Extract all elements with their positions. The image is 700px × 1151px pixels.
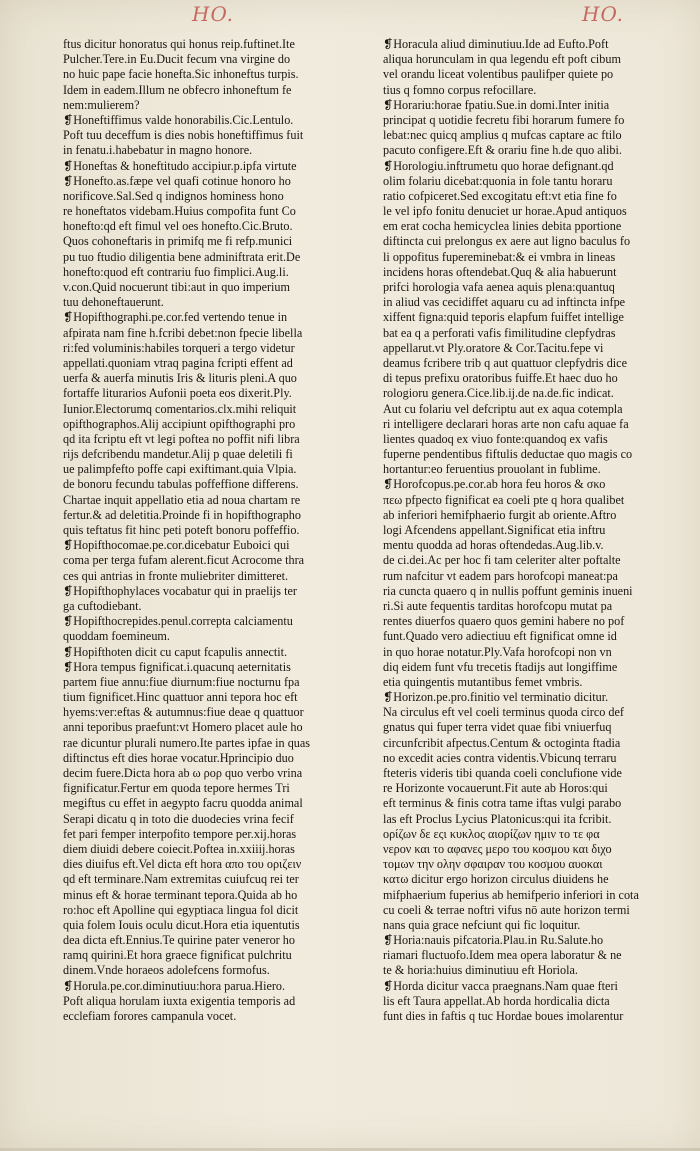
text-line: Iunior.Electorumq comentarios.clx.mihi reliquit — [63, 401, 297, 416]
text-line: πεω pfpecto fignificat ea coeli pte q hora qualibet — [383, 492, 625, 507]
text-line: ri intelligere declarari horas arte non cafu aquae fa — [383, 416, 629, 431]
text-line: ❡Horda dicitur vacca praegnans.Nam quae fteri — [383, 978, 618, 993]
text-line: diq eidem funt vfu trecetis ftadijs aut longiffime — [383, 659, 618, 674]
text-line: megiftus cu effet in aegypto facru quodda animal — [63, 796, 303, 811]
text-line: olim folariu dicebat:quonia in fole tantu horaru — [383, 173, 613, 188]
text-line: honefto:qd eft fimul vel oes honefto.Cic.Bruto. — [63, 219, 293, 234]
text-line: dea dicta eft.Ennius.Te quirine pater veneror ho — [63, 933, 295, 948]
text-line: circunfcribit afpectus.Centum & octoginta ftadia — [383, 735, 621, 750]
text-line: Serapi dicatu q in toto die duodecies vrina fecif — [63, 811, 294, 826]
text-line: anni teporibus praefunt:vt Homero placet aule ho — [63, 720, 303, 735]
text-line: tuu dehoneftauerunt. — [63, 295, 164, 310]
text-line: in aliud vas cecidiffet aquaru cu ad inftincta infpe — [383, 295, 626, 310]
text-line: ❡Hopifthophylaces vocabatur qui in praelijs ter — [63, 583, 297, 598]
text-line: re Horizonte vocauerunt.Fit aute ab Horos:qui — [383, 781, 608, 796]
text-line: ❡Horula.pe.cor.diminutiuu:hora parua.Hiero. — [63, 978, 286, 993]
text-line: ❡Horizon.pe.pro.finitio vel terminatio dicitur. — [383, 690, 609, 705]
text-line: eft terminus & finis cotra tame iftas vulgi parabo — [383, 796, 622, 811]
text-line: bat ea q a perforati vafis fimilitudine clepfydras — [383, 325, 616, 340]
text-line: in fenatu.i.habebatur in magno honore. — [63, 143, 253, 158]
text-line: li oppofitus fupereminebat:& ei vmbra in lineas — [383, 249, 616, 264]
text-line: ❡Honefto.as.fæpe vel quafi cotinue honoro ho — [63, 173, 291, 188]
text-line: hyems:ver:eftas & autumnus:fiue deae q quattuor — [63, 705, 304, 720]
text-line: fet pari femper interpofito tempore per.xij.horas — [63, 826, 297, 841]
text-line: gnatus qui fuper terra videt quae fibi vniuerfuq — [383, 720, 612, 735]
text-line: rologioru genera.Cice.lib.ij.de na.de.fic indicat. — [383, 386, 614, 401]
text-line: etia quingentis mutantibus femet vmbris. — [383, 674, 583, 689]
text-line: ορίζων δε εςι κυκλος αιορίζων ημιν το τε φα — [383, 826, 600, 841]
text-line: ❡Hopifthocrepides.penul.correpta calciamentu — [63, 614, 293, 629]
text-line: ❡Honeftiffimus valde honorabilis.Cic.Lentulo. — [63, 112, 294, 127]
text-line: quoddam foemineum. — [63, 629, 170, 644]
text-line: pacuto configere.Eft & orariu fine h.de quo alibi. — [383, 143, 622, 158]
text-line: pu tuo ftudio diligentia bene adminiftrata erit.De — [63, 249, 301, 264]
text-line: νερον και το αφανες μερο του κοσμου και διχο — [383, 841, 612, 856]
text-line: lebat:nec quicq amplius q mufcas captare ac ftilo — [383, 128, 622, 143]
text-line: norificove.Sal.Sed q indignos hominess hono — [63, 188, 284, 203]
text-line: qd eft terminare.Nam extremitas cuiufcuq rei ter — [63, 872, 299, 887]
text-line: honefto:quod eft contrariu fuo fimplici.Aug.li. — [63, 264, 289, 279]
text-line: ❡Hopifthographi.pe.cor.fed vertendo tenue in — [63, 310, 288, 325]
text-line: minus eft & horae terminant tepora.Quida ab ho — [63, 887, 298, 902]
text-line: ro:hoc eft Apolline qui egyptiaca lingua fol dicit — [63, 902, 299, 917]
text-line: partem fiue annu:fiue diurnum:fiue nocturnu fpa — [63, 674, 300, 689]
text-line: ri:fed voluminis:habiles torqueri a tergo videtur — [63, 340, 295, 355]
text-line: ria cuncta quaero q in nullis poffunt geminis inueni — [383, 583, 633, 598]
text-line: incidens horas oftendebat.Quq & alia habuerunt — [383, 264, 617, 279]
text-line: ❡Horofcopus.pe.cor.ab hora feu horos & σκο — [383, 477, 606, 492]
text-line: τομων την ολην σφαιραν του κοσμου αυοκαι — [383, 857, 603, 872]
text-line: Idem in eadem.Illum ne obfecro inhoneftum fe — [63, 82, 292, 97]
text-line: no huic pape facie honefta.Sic inhoneftus turpis. — [63, 67, 299, 82]
text-line: Na circulus eft vel coeli terminus quoda circo def — [383, 705, 624, 720]
text-line: ❡Hora tempus fignificat.i.quacunq aeternitatis — [63, 659, 291, 674]
text-line: fortaffe liturarios Aufonii poeta eos dixerit.Ply. — [63, 386, 292, 401]
text-line: vel orandu liceat volentibus paulifper quiete po — [383, 67, 614, 82]
text-line: principat q uotidie fecretu fibi horarum fumere fo — [383, 112, 625, 127]
text-line: no excedit acies contra videntis.Vbicunq terraru — [383, 750, 617, 765]
text-line: tius q fomno corpus refocillare. — [383, 82, 537, 97]
text-line: ecclefiam forores campanula vocet. — [63, 1009, 237, 1023]
text-line: κατω dicitur ergo horizon circulus diuidens he — [383, 872, 609, 887]
text-line: de bonoru fecundu tabulas poffeffione differens. — [63, 477, 299, 492]
text-line: ❡Honeftas & honeftitudo accipiur.p.ipfa virtute — [63, 158, 297, 173]
text-line: rentes diuerfos quaero quos gemini habere no pof — [383, 614, 625, 629]
text-line: fuperne pendentibus fiftulis deductae quo magis co — [383, 447, 633, 462]
text-line: afpirata nam fine h.fcribi debet:non fpecie libella — [63, 325, 303, 340]
text-line: diftinctus eft dies horae vocatur.Hprincipio duo — [63, 750, 294, 765]
text-line: Poft aliqua horulam iuxta exigentia temporis ad — [63, 993, 296, 1008]
text-line: rum nafcitur vt eadem pars horofcopi maneat:pa — [383, 568, 618, 583]
text-line: quia folem Iouis oculu dicut.Hora etia iquentutis — [63, 917, 300, 932]
text-line: fertur.& ad deletitia.Proinde fi in hopifthographo — [63, 507, 301, 522]
text-line: lis eft Taura appellat.Ab horda hordicalia dicta — [383, 993, 610, 1008]
text-line: mentu quodda ad horas oftendedas.Aug.lib.v. — [383, 538, 604, 553]
text-line: qd ita fcriptu eft vt legi poftea no poffit nifi libra — [63, 431, 300, 446]
text-line: mifphaerium fuperius ab hemifperio inferiori in cota — [383, 887, 639, 902]
text-line: Aut cu folariu vel defcriptu aut ex aqua cotempla — [383, 401, 623, 416]
text-line: riamari fluctuofo.Idem mea opera laboratur & ne — [383, 948, 622, 963]
text-line: appellarut.vt Ply.oratore & Cor.Tacitu.fepe vi — [383, 340, 604, 355]
text-line: ramq quirini.Et hora graece fignificat pulchritu — [63, 948, 292, 963]
text-line: ❡Horacula aliud diminutiuu.Ide ad Eufto.Poft — [383, 37, 609, 51]
text-line: logi Afcendens appellant.Significat etia inftru — [383, 523, 606, 537]
text-line: appellati.quoniam vtraq pagina fcripti effent ad — [63, 355, 293, 370]
text-line: cu coeli & terrae noftri vifus nō aute horizon termi — [383, 902, 630, 917]
text-line: xiffent figna:quid teporis elapfum fuiffet intellige — [383, 310, 624, 325]
text-line: opifthographos.Alij accipiunt opifthographi pro — [63, 416, 296, 431]
text-line: diftincta cui prelongus ex aere aut ligno baculus fo — [383, 234, 631, 249]
text-line: ue palimpfefto poffe capi exiftimant.quia Vlpia. — [63, 462, 297, 477]
text-line: funt dies in faftis q tuc Hordae boues imolarentur — [383, 1009, 624, 1023]
text-line: prifci horologia vafa aenea aquis plena:quantuq — [383, 280, 615, 294]
text-line: in quo horae notatur.Ply.Vafa horofcopi non vn — [383, 644, 612, 659]
text-line: te & horia:huius diminutiuu eft Horiola. — [383, 963, 578, 978]
text-line: fteteris videris tibi quanda coeli conclufione vide — [383, 766, 622, 780]
text-line: le vel ipfo fonitu denuciet ur horae.Apud antiquos — [383, 204, 627, 219]
text-line: ftus dicitur honoratus qui honus reip.fuftinet.Ite — [63, 37, 295, 51]
left-column — [63, 37, 361, 1024]
text-line: Quos cohoneftaris in primifq me fi refp.munici — [63, 234, 293, 249]
text-line: de ci.dei.Ac per hoc fi tam celeriter alter poftalte — [383, 553, 621, 568]
text-line: ❡Horologiu.inftrumetu quo horae defignant.qd — [383, 158, 614, 173]
text-line: ab inferiori hemifphaerio furgit ab oriente.Aftro — [383, 507, 617, 522]
running-head-right: HO. — [582, 2, 625, 26]
text-line: ❡Hopifthoten dicit cu caput fcapulis annectit. — [63, 644, 288, 659]
text-line: rijs defcribendu mandetur.Alij p quae deletili fi — [63, 447, 293, 462]
text-line: aliqua horunculam in qua legendu eft poft cibum — [383, 52, 621, 67]
text-line: ❡Horariu:horae fpatiu.Sue.in domi.Inter initia — [383, 97, 610, 112]
text-line: uerfa & auerfa minutis Iris & lituris pleni.A quo — [63, 371, 297, 386]
text-line: re honeftatos videbam.Huius compofita funt Co — [63, 204, 296, 219]
text-line: dies diuifus eft.Vel dicta eft hora απο του οριζειν — [63, 857, 302, 872]
text-line: ga cuftodiebant. — [63, 598, 142, 613]
text-line: nans quia grace nefciunt qui fic loquitur. — [383, 917, 581, 932]
text-line: ratio cofpiceret.Sed excogitatu eft:vt etia fine fo — [383, 188, 617, 203]
text-line: diem diuidi debere coiecit.Poftea in.xxiiij.horas — [63, 841, 295, 856]
text-line: quis teftatus fit hinc peti poteft bonoru poffeffio. — [63, 523, 300, 537]
text-line: fignificatur.Fertur em quoda tepore hermes Tri — [63, 781, 290, 796]
running-head-left: HO. — [192, 2, 235, 26]
right-column — [383, 37, 671, 1024]
text-line: Poft tuu deceffum is dies nobis honeftiffimus fuit — [63, 128, 304, 143]
text-line: nem:mulierem? — [63, 97, 140, 112]
text-line: funt.Quado vero adiectiuu eft fignificat omne id — [383, 629, 617, 644]
text-line: tium fignificet.Hinc quattuor anni tepora hoc eft — [63, 690, 298, 705]
text-line: coma per terga fufam alerent.ficut Acrocome thra — [63, 553, 305, 568]
text-line: ❡Hopifthocomae.pe.cor.dicebatur Euboici qui — [63, 538, 290, 553]
text-line: di tepus prefixu oratoribus fuiffe.Et haec duo ho — [383, 371, 618, 386]
text-line: Pulcher.Tere.in Eu.Ducit fecum vna virgine do — [63, 52, 291, 67]
text-line: deamus fcribere trib q aut quattuor clepfydris dice — [383, 355, 627, 370]
text-line: hortantur:eo feruentius prouolant in fublime. — [383, 462, 601, 477]
text-line: ces qui antrias in fronte muliebriter dimitteret. — [63, 568, 289, 583]
text-line: ❡Horia:nauis pifcatoria.Plau.in Ru.Salute.ho — [383, 933, 604, 948]
text-line: rae dicuntur plurali numero.Ite partes ipfae in quas — [63, 735, 311, 750]
text-line: Chartae inquit appellatio etia ad noua chartam re — [63, 492, 301, 507]
text-line: decim fuere.Dicta hora ab ω ρορ quo verbo vrina — [63, 766, 303, 780]
text-line: las eft Proclus Lycius Platonicus:qui ita fcribit. — [383, 811, 612, 826]
text-line: lientes quadoq ex viuo fonte:quandoq ex vafis — [383, 431, 608, 446]
text-line: v.con.Quid nocuerunt tibi:aut in quo imperium — [63, 280, 291, 294]
text-line: dinem.Vnde horaeos adolefcens formofus. — [63, 963, 270, 978]
text-line: ri.Si aute fequentis tarditas horofcopu mutat pa — [383, 598, 613, 613]
text-line: em erat cocha hemicyclea linies debita pportione — [383, 219, 622, 234]
